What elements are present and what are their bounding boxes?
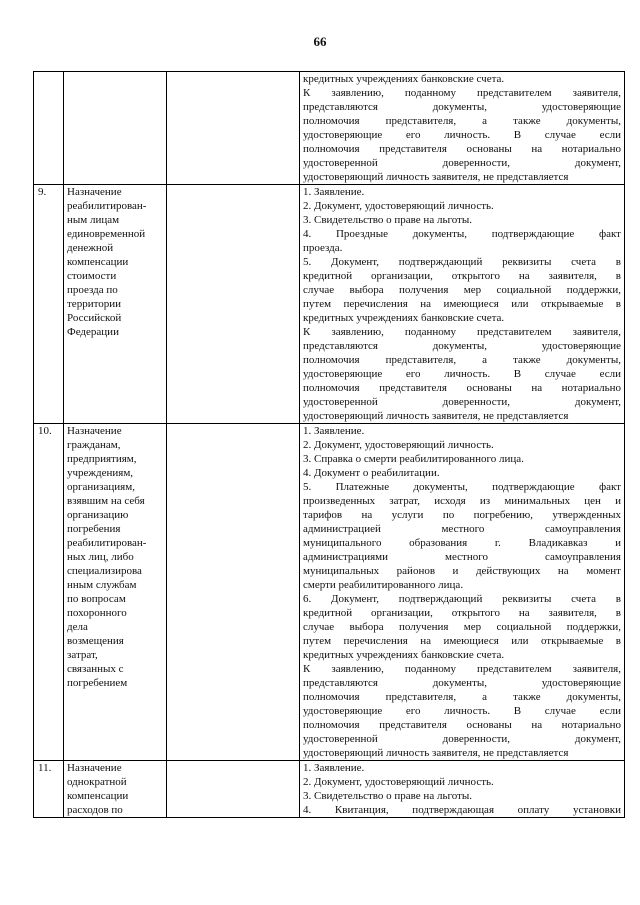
documents-line: случае выбора получения мер социальной поддержки, bbox=[303, 621, 621, 633]
service-name-line: организацию bbox=[67, 509, 129, 521]
empty-cell bbox=[167, 185, 300, 424]
documents-line: удостоверяющий личность заявителя, не представляется bbox=[303, 747, 569, 759]
documents-line: 4. Проездные документы, подтверждающие факт bbox=[303, 228, 621, 240]
documents-line: 3. Справка о смерти реабилитированного лица. bbox=[303, 453, 524, 465]
documents-line: 3. Свидетельство о праве на льготы. bbox=[303, 790, 472, 802]
documents-line: кредитной организации, открытого на заявителя, в bbox=[303, 607, 621, 619]
documents-line: муниципальных районов и действующих на момент bbox=[303, 565, 621, 577]
service-name-line: погребения bbox=[67, 523, 121, 535]
documents-line: 5. Документ, подтверждающий реквизиты счета в bbox=[303, 256, 621, 268]
documents-line: удостоверяющий личность заявителя, не представляется bbox=[303, 171, 569, 183]
service-name-cell bbox=[64, 185, 167, 424]
service-name-line: ных лиц, либо bbox=[67, 551, 134, 563]
documents-cell bbox=[300, 185, 625, 424]
documents-line: полномочия представителя основаны на нотариально bbox=[303, 143, 621, 155]
service-name-line: гражданам, bbox=[67, 439, 121, 451]
documents-line: 3. Свидетельство о праве на льготы. bbox=[303, 214, 472, 226]
service-name-line: затрат, bbox=[67, 649, 98, 661]
service-name-line: связанных с bbox=[67, 663, 124, 675]
service-name-line: взявшим на себя bbox=[67, 495, 145, 507]
documents-line: полномочия представителя, а также документы, bbox=[303, 691, 621, 703]
documents-line: полномочия представителя, а также документы, bbox=[303, 354, 621, 366]
documents-line: произведенных затрат, исходя из минимальных цен и bbox=[303, 495, 621, 507]
documents-line: представляются документы, удостоверяющие bbox=[303, 677, 621, 689]
documents-line: тарифов на услуги по погребению, утвержденных bbox=[303, 509, 621, 521]
service-name-line: расходов по bbox=[67, 804, 123, 816]
documents-line: удостоверяющие его личность. В случае если bbox=[303, 129, 621, 141]
service-name-line: Назначение bbox=[67, 762, 122, 774]
documents-line: кредитной организации, открытого на заявителя, в bbox=[303, 270, 621, 282]
service-name-line: учреждениям, bbox=[67, 467, 134, 479]
services-table-body bbox=[34, 72, 625, 818]
service-name-line: денежной bbox=[67, 242, 114, 254]
documents-line: смерти реабилитированного лица. bbox=[303, 579, 464, 591]
documents-line: 4. Квитанция, подтверждающая оплату установки bbox=[303, 804, 621, 816]
documents-line: удостоверенной доверенности, документ, bbox=[303, 733, 621, 745]
service-name-line: по вопросам bbox=[67, 593, 126, 605]
documents-line: удостоверяющие его личность. В случае если bbox=[303, 705, 621, 717]
documents-line: К заявлению, поданному представителем заявителя, bbox=[303, 663, 621, 675]
row-number: 9. bbox=[34, 185, 64, 424]
service-name-line: однократной bbox=[67, 776, 127, 788]
service-name-line: Федерации bbox=[67, 326, 119, 338]
documents-line: полномочия представителя, а также документы, bbox=[303, 115, 621, 127]
documents-line: удостоверяющие его личность. В случае если bbox=[303, 368, 621, 380]
documents-line: 6. Документ, подтверждающий реквизиты счета в bbox=[303, 593, 621, 605]
service-name-line: проезда по bbox=[67, 284, 118, 296]
service-name-line: стоимости bbox=[67, 270, 117, 282]
documents-line: 2. Документ, удостоверяющий личность. bbox=[303, 200, 494, 212]
service-name-line: ным лицам bbox=[67, 214, 120, 226]
documents-line: представляются документы, удостоверяющие bbox=[303, 101, 621, 113]
service-name-line: возмещения bbox=[67, 635, 124, 647]
documents-line: 5. Платежные документы, подтверждающие факт bbox=[303, 481, 621, 493]
service-name-line: нным службам bbox=[67, 579, 137, 591]
documents-line: 4. Документ о реабилитации. bbox=[303, 467, 440, 479]
documents-line: К заявлению, поданному представителем заявителя, bbox=[303, 326, 621, 338]
service-name-line: погребением bbox=[67, 677, 128, 689]
service-name-line: компенсации bbox=[67, 256, 129, 268]
table-row bbox=[34, 761, 625, 818]
row-number bbox=[34, 72, 64, 185]
documents-line: удостоверяющий личность заявителя, не представляется bbox=[303, 410, 569, 422]
service-name-line: компенсации bbox=[67, 790, 129, 802]
documents-line: удостоверенной доверенности, документ, bbox=[303, 396, 621, 408]
page-number: 66 bbox=[313, 34, 327, 49]
documents-line: 1. Заявление. bbox=[303, 425, 365, 437]
documents-line: 1. Заявление. bbox=[303, 762, 365, 774]
service-name-line: единовременной bbox=[67, 228, 146, 240]
service-name-line: реабилитирован- bbox=[67, 537, 147, 549]
row-number: 10. bbox=[34, 424, 64, 761]
service-name-cell bbox=[64, 424, 167, 761]
services-table bbox=[33, 71, 625, 818]
empty-cell bbox=[167, 424, 300, 761]
service-name-line: реабилитирован- bbox=[67, 200, 147, 212]
documents-line: кредитных учреждениях банковские счета. bbox=[303, 649, 505, 661]
service-name-line: Назначение bbox=[67, 186, 122, 198]
documents-line: кредитных учреждениях банковские счета. bbox=[303, 73, 505, 85]
service-name-line: Назначение bbox=[67, 425, 122, 437]
service-name-line: организациям, bbox=[67, 481, 135, 493]
documents-line: 2. Документ, удостоверяющий личность. bbox=[303, 776, 494, 788]
documents-line: путем перечисления на имеющиеся или открываемые в bbox=[303, 635, 621, 647]
documents-cell bbox=[300, 72, 625, 185]
documents-line: полномочия представителя основаны на нотариально bbox=[303, 382, 621, 394]
service-name-line: дела bbox=[67, 621, 88, 633]
documents-cell bbox=[300, 424, 625, 761]
documents-line: муниципального образования г. Владикавказ и bbox=[303, 537, 621, 549]
empty-cell bbox=[167, 761, 300, 818]
documents-line: полномочия представителя основаны на нотариально bbox=[303, 719, 621, 731]
service-name-cell bbox=[64, 72, 167, 185]
service-name-line: Российской bbox=[67, 312, 122, 324]
table-row bbox=[34, 72, 625, 185]
service-name-line: специализирова bbox=[67, 565, 142, 577]
empty-cell bbox=[167, 72, 300, 185]
table-row bbox=[34, 185, 625, 424]
documents-cell bbox=[300, 761, 625, 818]
documents-line: путем перечисления на имеющиеся или открываемые в bbox=[303, 298, 621, 310]
documents-line: К заявлению, поданному представителем заявителя, bbox=[303, 87, 621, 99]
documents-line: удостоверенной доверенности, документ, bbox=[303, 157, 621, 169]
service-name-line: предприятиям, bbox=[67, 453, 137, 465]
row-number: 11. bbox=[34, 761, 64, 818]
documents-line: проезда. bbox=[303, 242, 343, 254]
documents-line: администрациями местного самоуправления bbox=[303, 551, 621, 563]
documents-line: кредитных учреждениях банковские счета. bbox=[303, 312, 505, 324]
documents-line: 2. Документ, удостоверяющий личность. bbox=[303, 439, 494, 451]
documents-line: случае выбора получения мер социальной поддержки, bbox=[303, 284, 621, 296]
table-row bbox=[34, 424, 625, 761]
documents-line: администрацией местного самоуправления bbox=[303, 523, 621, 535]
documents-line: 1. Заявление. bbox=[303, 186, 365, 198]
service-name-line: территории bbox=[67, 298, 122, 310]
documents-line: представляются документы, удостоверяющие bbox=[303, 340, 621, 352]
service-name-line: похоронного bbox=[67, 607, 127, 619]
service-name-cell bbox=[64, 761, 167, 818]
